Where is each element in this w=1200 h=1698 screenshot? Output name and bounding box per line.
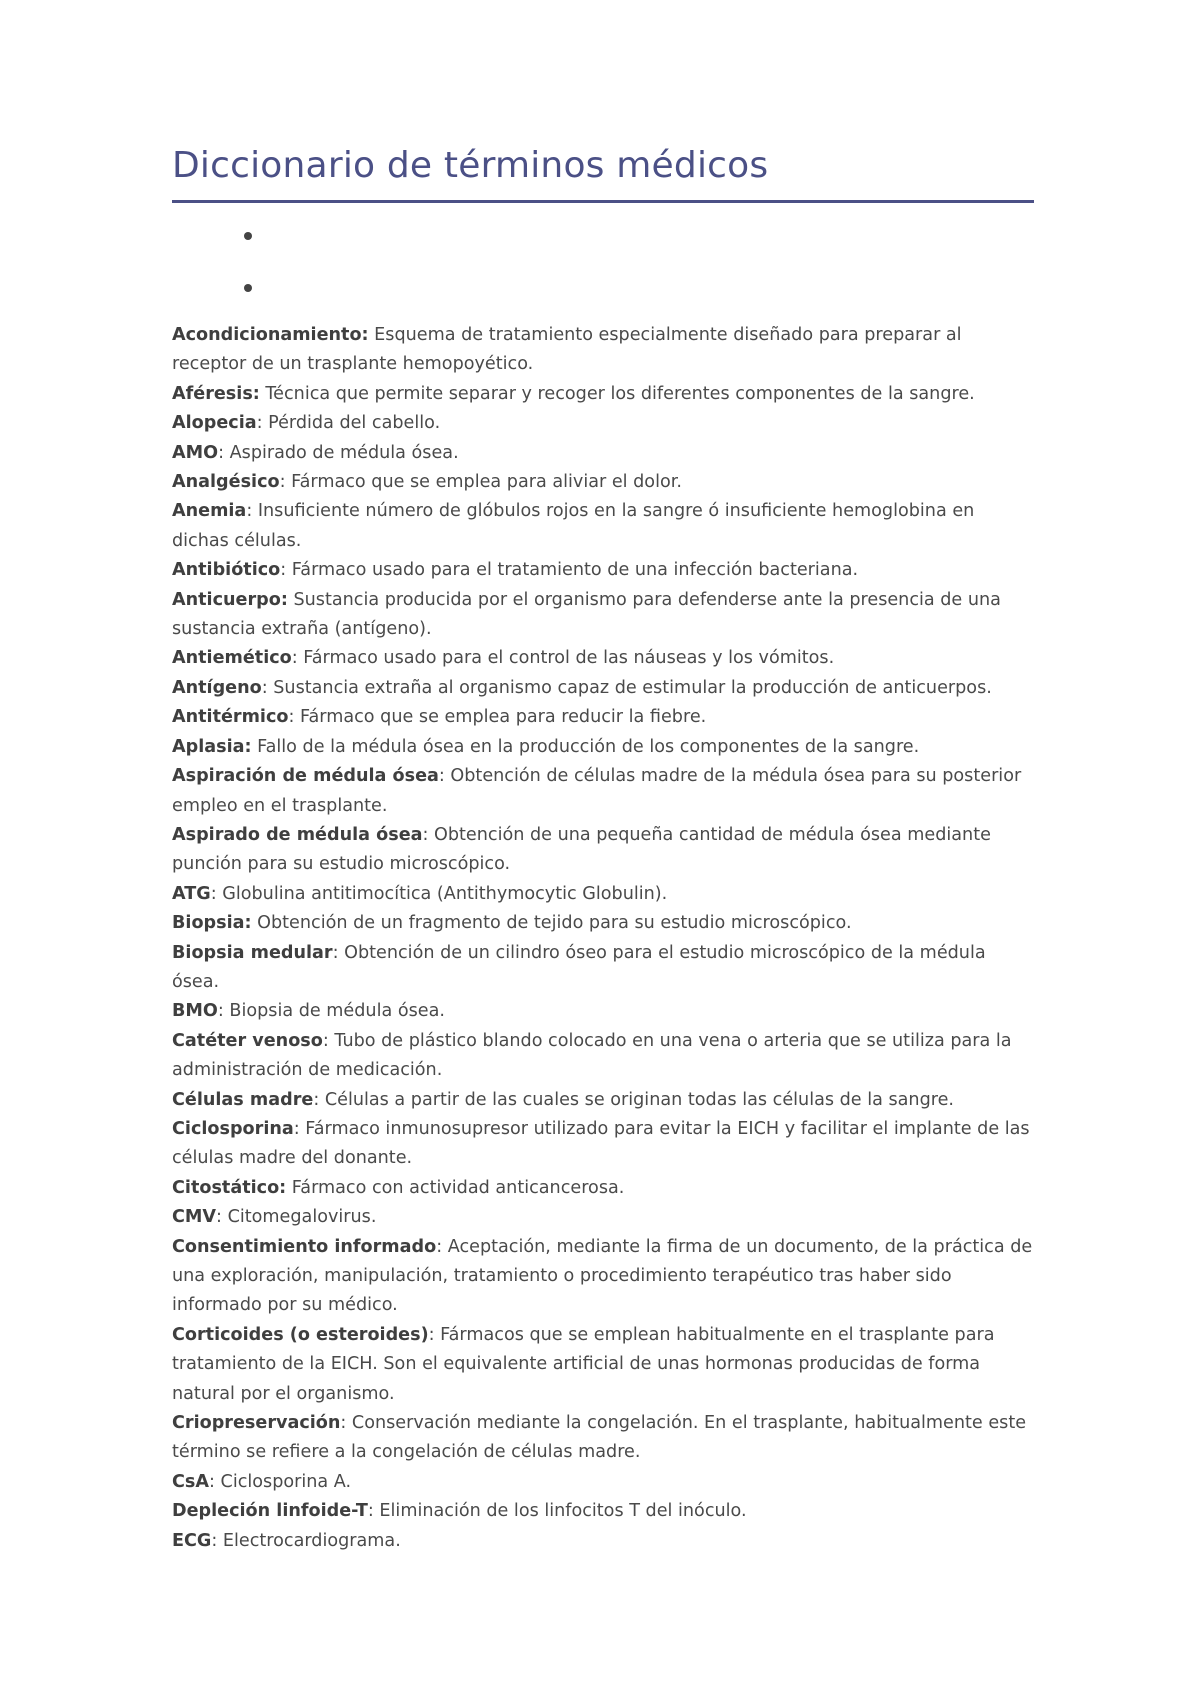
glossary-term: Aféresis: <box>172 383 260 404</box>
glossary-entry <box>172 1115 1034 1174</box>
glossary-entry <box>172 1468 1034 1497</box>
glossary-entry <box>172 880 1034 909</box>
glossary-definition: Fallo de la médula ósea en la producción de los componentes de la sangre. <box>251 736 920 757</box>
glossary-term: ATG <box>172 883 211 904</box>
glossary-term: Consentimiento informado <box>172 1236 437 1257</box>
glossary-entry <box>172 703 1034 732</box>
glossary-entry <box>172 1233 1034 1321</box>
bullet-item <box>244 225 1034 277</box>
glossary-term: Antígeno <box>172 677 262 698</box>
glossary-entry <box>172 674 1034 703</box>
glossary-definition: Sustancia producida por el organismo para defenderse ante la presencia de una sustancia extraña (antígeno). <box>172 589 1001 640</box>
glossary-term: Antibiótico <box>172 560 281 581</box>
glossary-entry <box>172 997 1034 1026</box>
glossary-definition: : Eliminación de los linfocitos T del inóculo. <box>367 1501 747 1522</box>
glossary-term: Alopecia <box>172 413 257 434</box>
bullet-icon <box>244 232 252 240</box>
glossary-definition: : Conservación mediante la congelación. En el trasplante, habitualmente este término se refiere a la congelación de células madre. <box>172 1413 1027 1463</box>
glossary-term: BMO <box>172 1001 218 1022</box>
glossary-definition: : Obtención de una pequeña cantidad de médula ósea mediante punción para su estudio microscópico. <box>172 824 991 875</box>
glossary-term: CsA <box>172 1471 210 1492</box>
glossary-entry <box>172 762 1034 821</box>
glossary-definition: : Fármaco usado para el control de las náuseas y los vómitos. <box>291 648 835 669</box>
glossary-entry <box>172 409 1034 438</box>
glossary-entry <box>172 1409 1034 1468</box>
glossary-definition: : Globulina antitimocítica (Antithymocytic Globulin). <box>210 883 668 904</box>
glossary-term: Anticuerpo: <box>172 589 288 610</box>
glossary-term: Citostático: <box>172 1177 287 1198</box>
glossary-entry <box>172 439 1034 468</box>
glossary-entry <box>172 1497 1034 1526</box>
glossary-definition: : Fármacos que se emplean habitualmente en el trasplante para tratamiento de la EICH. Son el equivalente artificial de unas hormonas producidas de forma natural por el organismo. <box>172 1324 995 1404</box>
glossary-definition: : Fármaco usado para el tratamiento de una infección bacteriana. <box>280 560 859 581</box>
glossary-term: Antiemético <box>172 648 292 669</box>
page-title: Diccionario de términos médicos <box>172 140 1034 203</box>
glossary-definition: : Pérdida del cabello. <box>256 413 441 434</box>
glossary-definition: : Aceptación, mediante la firma de un documento, de la práctica de una exploración, manipulación, tratamiento o procedimiento terapéutico tras haber sido informado por su médico. <box>172 1236 1033 1316</box>
glossary-entry <box>172 821 1034 880</box>
glossary-definition: : Insuficiente número de glóbulos rojos en la sangre ó insuficiente hemoglobina en dichas células. <box>172 501 975 551</box>
glossary-term: Biopsia medular <box>172 942 333 963</box>
glossary-term: Anemia <box>172 501 247 522</box>
glossary-definition: : Tubo de plástico blando colocado en una vena o arteria que se utiliza para la administración de medicación. <box>172 1030 1012 1081</box>
glossary-term: Corticoides (o esteroides) <box>172 1324 429 1345</box>
glossary-entry <box>172 1203 1034 1232</box>
glossary-entry <box>172 1174 1034 1203</box>
glossary-entry <box>172 1527 1034 1556</box>
glossary-entry <box>172 1086 1034 1115</box>
glossary-term: Depleción linfoide-T <box>172 1501 368 1522</box>
glossary-term: Antitérmico <box>172 707 289 728</box>
glossary-definition: : Células a partir de las cuales se originan todas las células de la sangre. <box>313 1089 955 1110</box>
glossary <box>172 321 1034 1556</box>
glossary-entry <box>172 1027 1034 1086</box>
glossary-definition: : Aspirado de médula ósea. <box>218 442 459 463</box>
glossary-term: AMO <box>172 442 219 463</box>
glossary-entry <box>172 733 1034 762</box>
glossary-definition: : Obtención de células madre de la médula ósea para su posterior empleo en el trasplante. <box>172 766 1022 816</box>
glossary-entry <box>172 468 1034 497</box>
glossary-definition: : Obtención de un cilindro óseo para el estudio microscópico de la médula ósea. <box>172 942 986 992</box>
glossary-definition: : Biopsia de médula ósea. <box>217 1001 445 1022</box>
glossary-definition: : Fármaco que se emplea para aliviar el dolor. <box>279 472 682 493</box>
document-page <box>172 140 1034 1556</box>
glossary-entry <box>172 321 1034 380</box>
bullet-item <box>244 277 1034 329</box>
glossary-entry <box>172 556 1034 585</box>
glossary-term: Células madre <box>172 1089 314 1110</box>
glossary-term: Aspiración de médula ósea <box>172 766 439 787</box>
glossary-definition: : Sustancia extraña al organismo capaz de estimular la producción de anticuerpos. <box>261 677 992 698</box>
glossary-entry <box>172 497 1034 556</box>
glossary-term: Biopsia: <box>172 913 252 934</box>
glossary-term: Criopreservación <box>172 1413 341 1434</box>
glossary-term: Analgésico <box>172 472 280 493</box>
glossary-definition: Fármaco con actividad anticancerosa. <box>286 1177 625 1198</box>
glossary-definition: : Fármaco inmunosupresor utilizado para evitar la EICH y facilitar el implante de las células madre del donante. <box>172 1118 1030 1169</box>
glossary-definition: Esquema de tratamiento especialmente diseñado para preparar al receptor de un trasplante hemopoyético. <box>172 325 962 375</box>
glossary-definition: Obtención de un fragmento de tejido para su estudio microscópico. <box>251 913 852 934</box>
glossary-definition: : Ciclosporina A. <box>209 1471 352 1492</box>
glossary-entry <box>172 586 1034 645</box>
glossary-definition: : Citomegalovirus. <box>216 1207 377 1228</box>
glossary-term: Ciclosporina <box>172 1118 294 1139</box>
glossary-term: Acondicionamiento: <box>172 325 369 345</box>
glossary-entry <box>172 644 1034 673</box>
bullet-icon <box>244 284 252 292</box>
glossary-entry <box>172 939 1034 998</box>
empty-bullet-list <box>172 225 1034 329</box>
glossary-term: CMV <box>172 1207 217 1228</box>
glossary-term: Aspirado de médula ósea <box>172 824 423 845</box>
glossary-entry <box>172 380 1034 409</box>
glossary-term: ECG <box>172 1530 212 1551</box>
glossary-definition: : Electrocardiograma. <box>211 1530 401 1551</box>
glossary-entry <box>172 909 1034 938</box>
glossary-term: Catéter venoso <box>172 1030 323 1051</box>
glossary-definition: : Fármaco que se emplea para reducir la fiebre. <box>288 707 707 728</box>
glossary-entry <box>172 1321 1034 1409</box>
glossary-term: Aplasia: <box>172 736 252 757</box>
glossary-definition: Técnica que permite separar y recoger los diferentes componentes de la sangre. <box>259 383 975 404</box>
